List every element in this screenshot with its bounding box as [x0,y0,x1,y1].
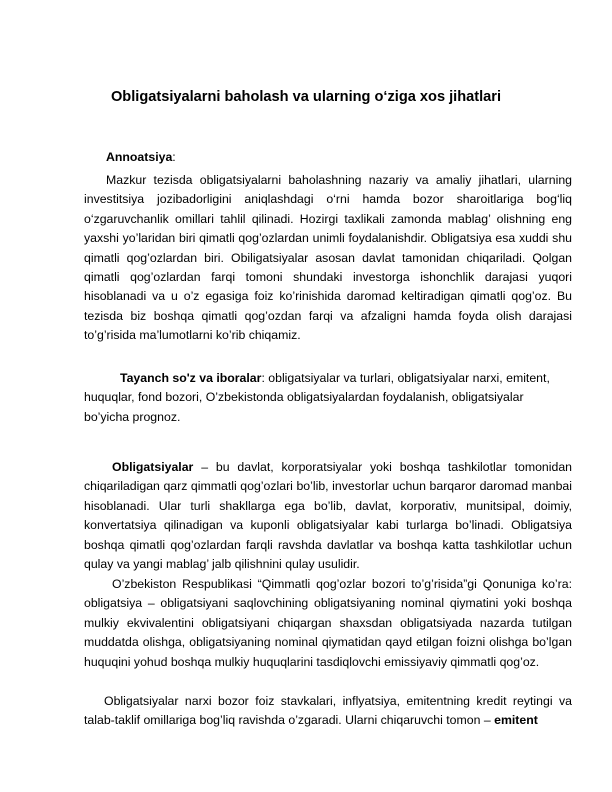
keywords-text: : obligatsiyalar va turlari, obligatsiyalar narxi, emitent, huquqlar, fond bozori, O’zbekistonda obligatsiyalardan foydalanish, obligatsiyalar bo’yicha prognoz. [84,371,550,424]
body-paragraph-3-text: Obligatsiyalar narxi bozor foiz stavkalari, inflyatsiya, emitentning kredit reytingi va talab-taklif omillariga bog’liq ravishda o’zgaradi. Ularni chiqaruvchi tomon – [84,694,572,728]
annotation-paragraph: Mazkur tezisda obligatsiyalarni baholashning nazariy va amaliy jihatlari, ularning investitsiya jozibadorligini aniqlashdagi o‘rni hamda bozor sharoitlariga bog‘liq o‘zgaruvchanlik omillari tahlil qilinadi. Hozirgi taxlikali zamonda mablag’ olishning eng yaxshi yo’laridan biri qimatli qog’ozlardan unimli foydalanishdir. Obligatsiya esa xuddi shu qimatli qog’ozlardan biri. Obiligatsiyalar asosan davlat tamonidan chiqariladi. Qolgan qimatli qog’ozlardan farqi tomoni shundaki investorga ishonchlik darajasi yuqori hisoblanadi va u o’z egasiga foiz ko’rinishida daromad keltiradigan qimatli qog’oz. Bu tezisda biz boshqa qimatli qog’ozdan farqi va afzaligni hamda foyda olish darajasi to’g’risida ma’lumotlarni ko’rib chiqamiz. [84,173,572,343]
obligatsiyalar-term: Obligatsiyalar [112,460,194,474]
annotation-label: Annoatsiya [106,150,173,164]
body-paragraph-2: O’zbekiston Respublikasi “Qimmatli qog’ozlar bozori to’g’risida”gi Qonuniga ko’ra: obligatsiya – obligatsiyani saqlovchining obligatsiyaning nominal qiymatini yoki boshqa mulkiy ekvivalentini obligatsiyani chiqargan shaxsdan obligatsiyada nazarda tutilgan muddatda olishga, obligatsiyaning nominal qiymatidan qayd etilgan foizni olishga bo’lgan huquqini yohud boshqa mulkiy huquqlarini tasdiqlovchi emissiyaviy qimmatli qog’oz. [84,577,572,669]
annotation-heading [84,148,572,167]
body-paragraph-3 [84,692,572,731]
body-paragraph-1-text: – bu davlat, korporatsiyalar yoki boshqa tashkilotlar tomonidan chiqariladigan qarz qimmatli qog’ozlari bo’lib, investorlar uchun barqaror daromad manbai hisoblanadi. Ular turli shakllarga ega bo’lib, davlat, korporativ, munitsipal, doimiy, konvertatsiya qilinadigan va kuponli obligatsiyalar kabi turlarga bo’linadi. Obligatsiya boshqa qimatli qog’ozlardan farqli ravshda davlatlar va boshqa katta tashkilotlar uchun qulay va yangi mablag’ jalb qilishnini qulay usulidir. [84,460,572,572]
body-paragraph-1 [84,458,572,574]
document-title: Obligatsiyalarni baholash va ularning o‘ziga xos jihatlari [110,89,502,105]
keywords-paragraph [84,369,572,427]
annotation-colon: : [172,150,176,164]
emitent-term: emitent [494,713,538,728]
keywords-label: Tayanch so'z va iboralar [120,371,262,385]
